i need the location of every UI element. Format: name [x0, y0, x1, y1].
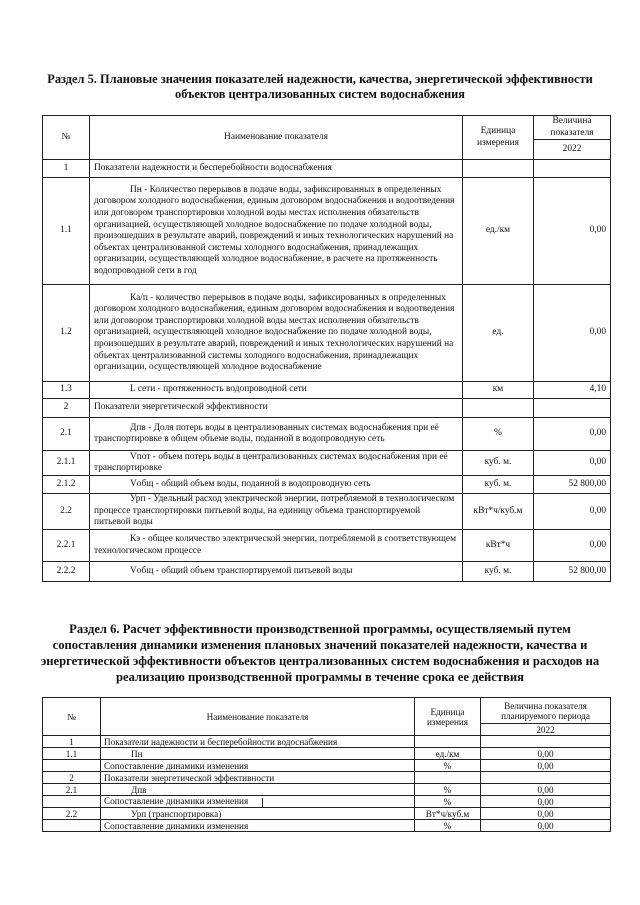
row-name: Показатели надежности и бесперебойности водоснабжения	[90, 160, 463, 178]
row-num: 2.1	[43, 418, 90, 451]
table-row	[43, 178, 611, 285]
row-value: 0,00	[481, 796, 611, 808]
row-name: Показатели надежности и бесперебойности водоснабжения	[101, 736, 415, 748]
section6-title	[20, 621, 620, 685]
cell-mark	[262, 798, 263, 807]
header-num: №	[43, 116, 90, 160]
table-row	[43, 285, 611, 382]
row-value: 4,10	[534, 382, 611, 399]
table-row	[43, 451, 611, 476]
row-unit: %	[415, 760, 481, 772]
header-year: 2022	[481, 724, 611, 736]
row-name	[101, 796, 415, 808]
row-value: 52 800,00	[534, 476, 611, 494]
row-num: 1.1	[43, 178, 90, 285]
section6-title-line4: реализацию производственной программы в течение срока ее действия	[116, 670, 524, 684]
row-value: 0,00	[534, 178, 611, 285]
header-num: №	[43, 698, 101, 736]
row-num: 2.2	[43, 808, 101, 820]
row-name: Пн - Количество перерывов в подаче воды, зафиксированных в определенных договором холодного водоснабжения, единым договором водоснабжения и водоотведения или договором транспортировки холодной воды местах исполнения обязательств организацией, осуществляющей холодное водоснабжение по подаче холодной воды, произошедших в результате аварий, повреждений и иных технологических нарушений на объектах централизованной системы холодного водоснабжения, принадлежащих организации, осуществляющей холодное водоснабжение, в расчете на протяженность водопроводной сети в год	[90, 178, 463, 285]
section6-table	[42, 697, 611, 832]
row-name: Кэ - общее количество электрической энергии, потребляемой в соответствующем технологическом процессе	[90, 530, 463, 562]
header-unit: Единица измерения	[415, 698, 481, 736]
row-num: 1.2	[43, 285, 90, 382]
section6-title-line3: энергетической эффективности объектов централизованных систем водоснабжения и расходов на	[40, 654, 600, 668]
row-unit: %	[415, 820, 481, 832]
row-unit	[415, 736, 481, 748]
row-value: 0,00	[481, 784, 611, 796]
header-value: Величина показателя планируемого периода	[481, 698, 611, 724]
row-value	[534, 160, 611, 178]
row-name-text: Сопоставление динамики изменения	[104, 796, 249, 807]
row-name: Сопоставление динамики изменения	[101, 820, 415, 832]
row-unit: ед./км	[415, 748, 481, 760]
section5-table	[42, 115, 611, 582]
row-num: 2.2.1	[43, 530, 90, 562]
row-unit: куб. м.	[463, 562, 534, 582]
row-num: 2.2.2	[43, 562, 90, 582]
header-year: 2022	[534, 140, 611, 160]
table-row	[43, 160, 611, 178]
section5-title-line1: Раздел 5. Плановые значения показателей надежности, качества, энергетической эффективности	[47, 72, 593, 86]
row-value	[481, 772, 611, 784]
row-value: 52 800,00	[534, 562, 611, 582]
section5-title-line2: объектов централизованных систем водоснабжения	[175, 87, 465, 101]
row-name: Показатели энергетической эффективности	[101, 772, 415, 784]
header-value: Величина показателя	[534, 116, 611, 140]
row-name: Показатели энергетической эффективности	[90, 399, 463, 418]
row-name: Урп - Удельный расход электрической энергии, потребляемой в технологическом процессе транспортировки питьевой воды, на единицу объема транспортируемой питьевой воды	[90, 494, 463, 530]
header-name: Наименование показателя	[90, 116, 463, 160]
row-name: Сопоставление динамики изменения	[101, 760, 415, 772]
row-unit: км	[463, 382, 534, 399]
table-row	[43, 796, 611, 808]
row-name: L сети - протяженность водопроводной сети	[90, 382, 463, 399]
row-unit	[463, 399, 534, 418]
row-unit: кВт*ч/куб.м	[463, 494, 534, 530]
row-value	[534, 399, 611, 418]
row-name: Ка/п - количество перерывов в подаче воды, зафиксированных в определенных договором холодного водоснабжения, единым договором водоснабжения и водоотведения или договором транспортировки холодной воды местах исполнения обязательств организацией, осуществляющей холодное водоснабжение по подаче холодной воды, произошедших в результате аварий, повреждений и иных технологических нарушений на объектах централизованной системы холодного водоснабжения, принадлежащих организации, осуществляющей холодное водоснабжение	[90, 285, 463, 382]
row-value: 0,00	[534, 530, 611, 562]
row-unit	[463, 160, 534, 178]
table-row	[43, 784, 611, 796]
row-name: Пн	[101, 748, 415, 760]
row-num: 2.1.2	[43, 476, 90, 494]
row-value: 0,00	[534, 418, 611, 451]
row-num	[43, 820, 101, 832]
header-name: Наименование показателя	[101, 698, 415, 736]
row-unit: %	[415, 784, 481, 796]
row-name: Vпот - объем потерь воды в централизованных системах водоснабжения при её транспортировке	[90, 451, 463, 476]
table-row	[43, 399, 611, 418]
row-value: 0,00	[481, 820, 611, 832]
row-num: 1	[43, 736, 101, 748]
row-num: 2	[43, 772, 101, 784]
row-num	[43, 796, 101, 808]
row-num: 2.1.1	[43, 451, 90, 476]
row-value: 0,00	[481, 760, 611, 772]
row-num: 2.1	[43, 784, 101, 796]
row-name: Vобщ - общий объем воды, поданной в водопроводную сеть	[90, 476, 463, 494]
row-num: 2	[43, 399, 90, 418]
row-value: 0,00	[534, 451, 611, 476]
row-unit: куб. м.	[463, 451, 534, 476]
row-value: 0,00	[534, 285, 611, 382]
table-row	[43, 772, 611, 784]
row-num: 1.3	[43, 382, 90, 399]
row-name: Дпв - Доля потерь воды в централизованных системах водоснабжения при её транспортировке в общем объеме воды, поданной в водопроводную сеть	[90, 418, 463, 451]
table-row	[43, 760, 611, 772]
row-value	[481, 736, 611, 748]
row-name: Урп (транспортировка)	[101, 808, 415, 820]
section6-title-line2: сопоставления динамики изменения плановых значений показателей надежности, качества и	[52, 638, 588, 652]
row-name: Дпв	[101, 784, 415, 796]
row-unit	[415, 772, 481, 784]
row-unit: ед.	[463, 285, 534, 382]
row-unit: ед./км	[463, 178, 534, 285]
table-row	[43, 476, 611, 494]
table-row	[43, 736, 611, 748]
row-unit: кВт*ч	[463, 530, 534, 562]
row-unit: %	[415, 796, 481, 808]
table-row	[43, 494, 611, 530]
row-num	[43, 760, 101, 772]
header-unit: Единица измерения	[463, 116, 534, 160]
table-row	[43, 418, 611, 451]
table-row	[43, 562, 611, 582]
section5-title	[20, 72, 620, 102]
row-num: 1.1	[43, 748, 101, 760]
row-value: 0,00	[481, 808, 611, 820]
table-row	[43, 748, 611, 760]
row-num: 1	[43, 160, 90, 178]
row-unit: %	[463, 418, 534, 451]
table-row	[43, 808, 611, 820]
row-value: 0,00	[534, 494, 611, 530]
row-name: Vобщ - общий объем транспортируемой питьевой воды	[90, 562, 463, 582]
table-row	[43, 530, 611, 562]
row-value: 0,00	[481, 748, 611, 760]
table-row	[43, 820, 611, 832]
table-row	[43, 382, 611, 399]
row-unit: куб. м.	[463, 476, 534, 494]
section6-title-line1: Раздел 6. Расчет эффективности производственной программы, осуществляемый путем	[69, 622, 571, 636]
row-num: 2.2	[43, 494, 90, 530]
row-unit: Вт*ч/куб.м	[415, 808, 481, 820]
